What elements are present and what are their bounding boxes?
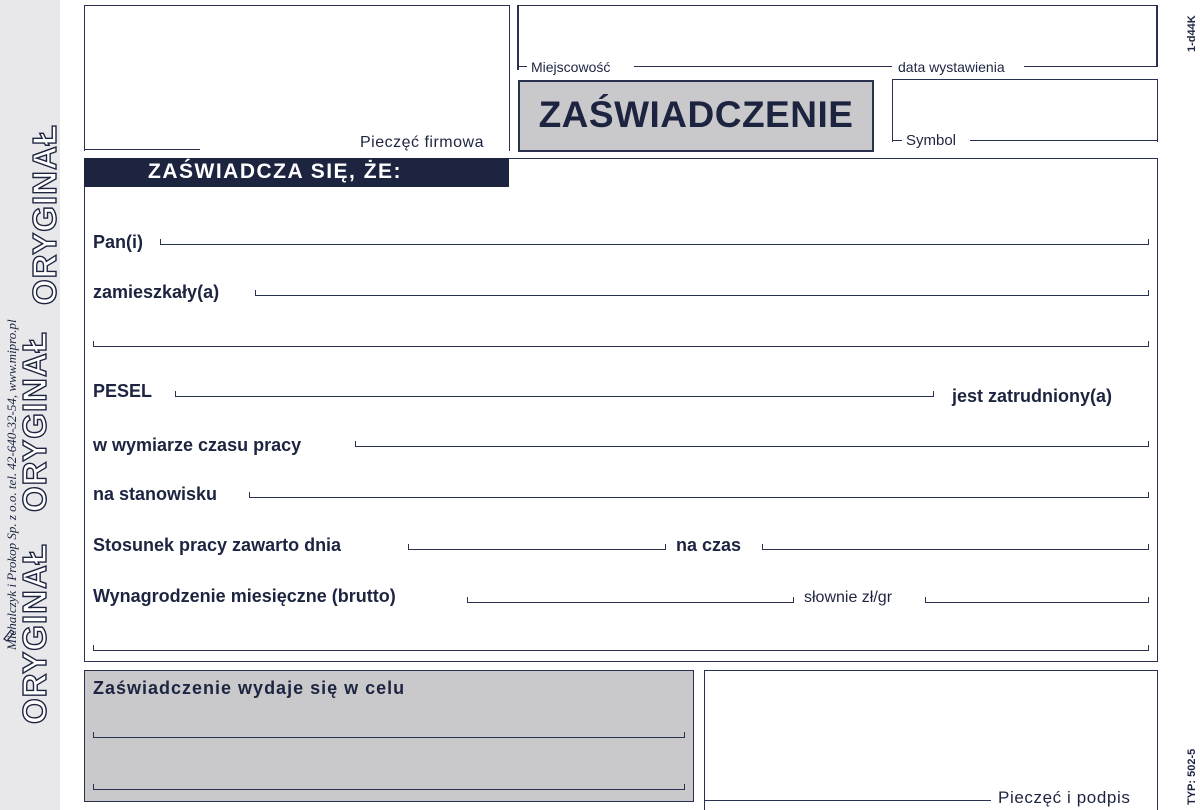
name-label: Pan(i) xyxy=(93,232,144,252)
position-field[interactable] xyxy=(249,492,1149,498)
contract-label: Stosunek pracy zawarto dnia xyxy=(93,535,342,555)
publisher-info: Michalczyk i Prokop Sp. z o.o. tel. 42-640-32-54, www.mipro.pl xyxy=(4,319,19,650)
date-label: data wystawienia xyxy=(898,59,1005,75)
original-mark-3: ORYGINAŁ xyxy=(26,124,63,305)
stamp-label: Pieczęć firmowa xyxy=(360,134,484,151)
salary-label: Wynagrodzenie miesięczne (brutto) xyxy=(93,586,396,606)
place-label: Miejscowość xyxy=(531,59,611,75)
address-field-continued[interactable] xyxy=(93,341,1149,347)
signature-underline xyxy=(704,800,991,801)
statement-banner-text: ZAŚWIADCZA SIĘ, ŻE: xyxy=(148,160,403,183)
document-title: ZAŚWIADCZENIE xyxy=(538,94,854,135)
date-field[interactable] xyxy=(1024,66,1158,67)
purpose-field-continued[interactable] xyxy=(93,784,685,790)
publisher-logo-icon xyxy=(2,628,16,642)
form-type: TYP: 502-5 xyxy=(1186,748,1198,805)
address-field[interactable] xyxy=(255,290,1149,296)
side-strip-text xyxy=(0,0,63,810)
worktime-field[interactable] xyxy=(355,441,1149,447)
pesel-field[interactable] xyxy=(175,391,934,397)
company-stamp-box[interactable] xyxy=(84,5,510,151)
place-field[interactable] xyxy=(634,66,892,67)
original-mark-1: ORYGINAŁ xyxy=(16,543,53,724)
signature-label: Pieczęć i podpis xyxy=(998,788,1131,807)
contract-date-field[interactable] xyxy=(408,544,666,550)
salary-field[interactable] xyxy=(467,597,794,603)
name-field[interactable] xyxy=(160,239,1149,245)
address-label: zamieszkały(a) xyxy=(93,282,220,302)
stamp-box-underline xyxy=(84,149,200,150)
pesel-label: PESEL xyxy=(93,381,153,401)
salary-words-field[interactable] xyxy=(925,597,1149,603)
form-code: 1-d44K xyxy=(1186,15,1198,52)
salary-words-field-continued[interactable] xyxy=(93,645,1149,651)
employed-label: jest zatrudniony(a) xyxy=(952,386,1113,406)
symbol-field[interactable] xyxy=(970,140,1158,141)
words-label: słownie zł/gr xyxy=(804,589,893,606)
purpose-field[interactable] xyxy=(93,732,685,738)
position-label: na stanowisku xyxy=(93,484,218,504)
period-label: na czas xyxy=(676,535,742,555)
period-field[interactable] xyxy=(762,544,1149,550)
original-mark-2: ORYGINAŁ xyxy=(16,331,53,512)
worktime-label: w wymiarze czasu pracy xyxy=(93,435,302,455)
symbol-label: Symbol xyxy=(906,132,957,149)
purpose-label: Zaświadczenie wydaje się w celu xyxy=(93,678,406,698)
